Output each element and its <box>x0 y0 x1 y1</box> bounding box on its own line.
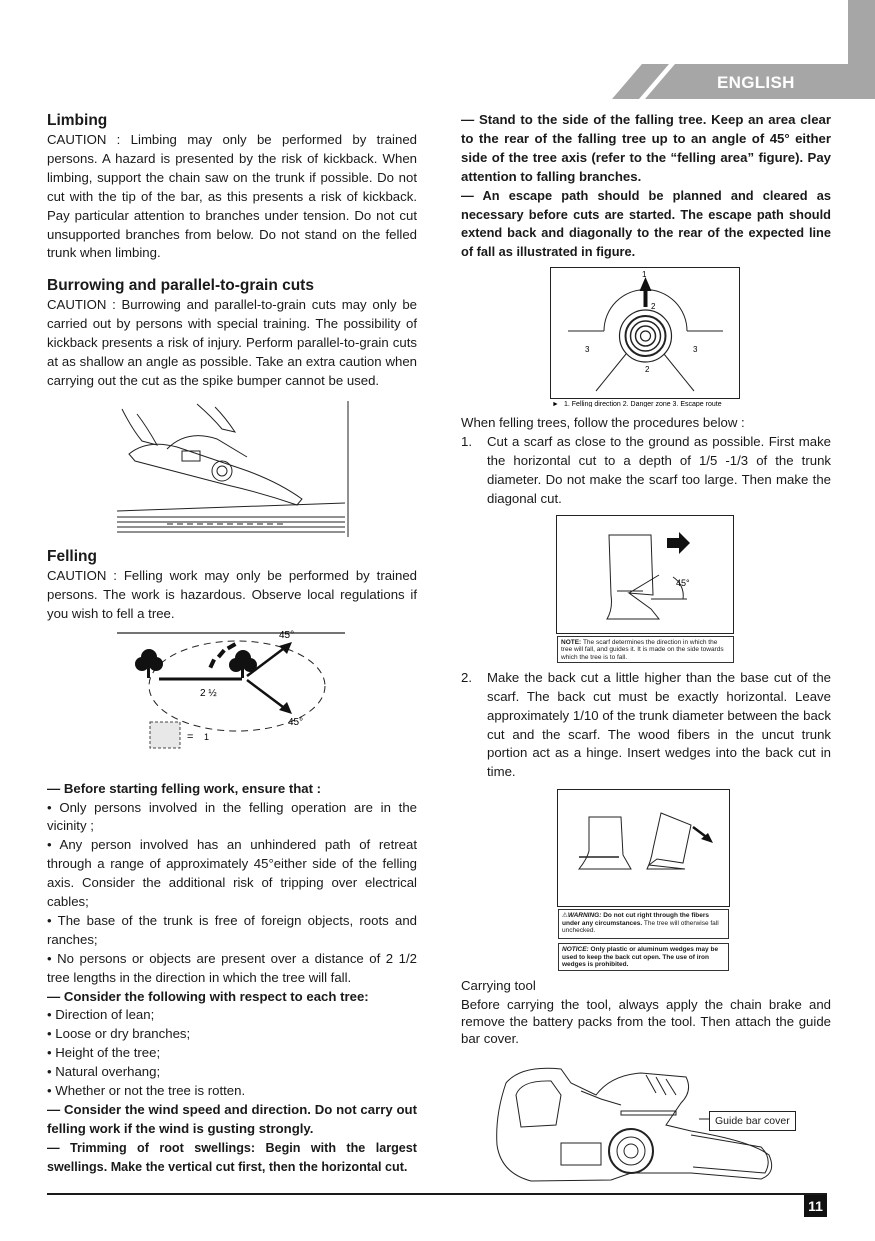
right-column <box>461 111 831 1195</box>
felling-area-figure <box>47 624 417 774</box>
backcut-figure <box>461 789 831 974</box>
legend-equals: = <box>187 730 194 743</box>
zone-label-2: 2 <box>651 302 656 312</box>
limbing-title: Limbing <box>47 112 108 129</box>
page-number: 11 <box>804 1195 827 1217</box>
footer-rule <box>47 1193 827 1195</box>
step-text: Cut a scarf as close to the ground as possible. First make the horizontal cut to a depth of 1/5 -1/3 of the trunk diameter. Do not make the scarf too large. Then make the diagonal cut. <box>487 434 831 506</box>
felling-area-diagram <box>47 624 417 774</box>
root-text: — Trimming of root swellings: Begin with the largest swellings. Make the vertical cut first, then the horizontal cut. <box>47 1140 417 1174</box>
warning-bold: Do not cut right through the fibers under any circumstances. <box>562 912 710 927</box>
note-text: The scarf determines the direction in which the tree will fall, and guides it. It is made on the side towards which the tree is to fall. <box>561 638 724 661</box>
zone-label-1: 1 <box>642 270 647 280</box>
zone-caption-arrow: ► <box>552 401 559 408</box>
scarf-angle: 45° <box>676 577 690 588</box>
felling-title: Felling <box>47 547 97 565</box>
notice-bold: Only plastic or aluminum wedges may be used to keep the back cut open. The use of iron wedges is prohibited. <box>562 946 719 969</box>
carrying-text: Before carrying the tool, always apply the chain brake and remove the battery packs from the tool. Then attach the guide bar cover. <box>461 997 831 1047</box>
procedure-list-2 <box>461 669 831 782</box>
step-number: 1. <box>461 434 472 450</box>
scarf-figure <box>461 515 831 663</box>
scarf-note <box>557 636 734 663</box>
limbing-text: CAUTION : Limbing may only be performed by trained persons. A hazard is presented by the risk of kickback. When limbing, support the chain saw on the trunk if possible. Do not cut with the tip of the bar, as this presents a risk of kickback. Pay particular attention to branches under tension. Do not cut unsupported branches from below. Do not stand on the felled trunk when limbing. <box>47 132 417 261</box>
backcut-diagram <box>461 789 831 909</box>
carrying-title: Carrying tool <box>461 978 536 994</box>
notice-note <box>558 943 729 971</box>
left-column <box>47 111 417 1177</box>
zone-label-2-bottom: 2 <box>645 365 650 375</box>
consider-item: • Height of the tree; <box>47 1045 161 1061</box>
danger-zone-figure <box>461 267 831 407</box>
procedure-step-1 <box>461 433 831 509</box>
burrowing-figure <box>47 399 417 541</box>
warning-note <box>558 909 729 939</box>
chainsaw-on-log-illustration <box>47 399 417 541</box>
guide-bar-label: Guide bar cover <box>709 1111 796 1131</box>
language-tab <box>612 64 875 99</box>
consider-title: — Consider the following with respect to each tree: <box>47 988 369 1004</box>
guide-bar-figure <box>461 1055 831 1195</box>
felling-distance-label: 2 ½ <box>200 687 217 699</box>
wind-text: — Consider the wind speed and direction. Do not carry out felling work if the wind is gusting strongly. <box>47 1102 417 1136</box>
burrowing-title: Burrowing and parallel-to-grain cuts <box>47 277 314 295</box>
procedure-step-2 <box>461 669 831 782</box>
step-text: Make the back cut a little higher than the base cut of the scarf. The back cut must be exactly horizontal. Leave approximately 1/10 of the trunk diameter between the back cut and the scarf. The wood fibers in the uncut trunk portion act as a hinge. Insert wedges into the back cut in time. <box>487 669 831 780</box>
before-item: • No persons or objects are present over a distance of 2 1/2 tree lengths in the direction in which the tree will fall. <box>47 950 417 985</box>
before-item: • The base of the trunk is free of foreign objects, roots and ranches; <box>47 912 417 947</box>
warning-text: The tree will otherwise fall unchecked. <box>562 919 719 935</box>
consider-item: • Direction of lean; <box>47 1007 155 1023</box>
zone-label-3-right: 3 <box>693 345 698 355</box>
felling-angle-top: 45° <box>279 629 295 641</box>
felling-angle-bottom: 45° <box>288 716 304 728</box>
procedure-list <box>461 433 831 509</box>
corner-tab <box>848 0 875 64</box>
note-label: NOTE: <box>561 638 582 646</box>
escape-text: — An escape path should be planned and cleared as necessary before cuts are started. The escape path should extend back and diagonally to the rear of the expected line of fall as illustrated in figure. <box>461 187 831 260</box>
consider-item: • Loose or dry branches; <box>47 1026 191 1042</box>
language-label: ENGLISH <box>717 73 795 92</box>
consider-item: • Natural overhang; <box>47 1064 161 1080</box>
zone-caption: 1. Felling direction 2. Danger zone 3. Escape route <box>564 401 722 408</box>
procedures-intro: When felling trees, follow the procedures below : <box>461 415 745 431</box>
warning-label: WARNING: <box>567 912 602 920</box>
legend-num: 1 <box>204 731 210 742</box>
zone-label-3-left: 3 <box>585 345 590 355</box>
step-number: 2. <box>461 669 472 685</box>
danger-zone-diagram <box>461 267 831 407</box>
warning-icon: ⚠ <box>562 912 568 920</box>
before-title: — Before starting felling work, ensure that : <box>47 780 322 796</box>
burrowing-text: CAUTION : Burrowing and parallel-to-grain cuts may only be carried out by persons with special training. The possibility of kickback presents a risk of injury. Perform parallel-to-grain cuts at as shallow an angle as possible. Take an extra caution when carrying out the cut as the spike bumper cannot be used. <box>47 297 417 388</box>
felling-text: CAUTION : Felling work may only be performed by trained persons. The work is hazardous. Observe local regulations if you wish to fell a tree. <box>47 567 417 621</box>
before-item: • Only persons involved in the felling operation are in the vicinity ; <box>47 799 417 834</box>
before-item: • Any person involved has an unhindered path of retreat through a range of approximately 45°either side of the felling axis. Consider the additional risk of tripping over electrical cables; <box>47 837 417 910</box>
notice-label: NOTICE: <box>562 946 589 954</box>
consider-item: • Whether or not the tree is rotten. <box>47 1083 246 1099</box>
stand-text: — Stand to the side of the falling tree. Keep an area clear to the rear of the falling tree up to an angle of 45° either side of the tree axis (refer to the “felling area” figure). Pay attention to falling branches. <box>461 112 831 184</box>
